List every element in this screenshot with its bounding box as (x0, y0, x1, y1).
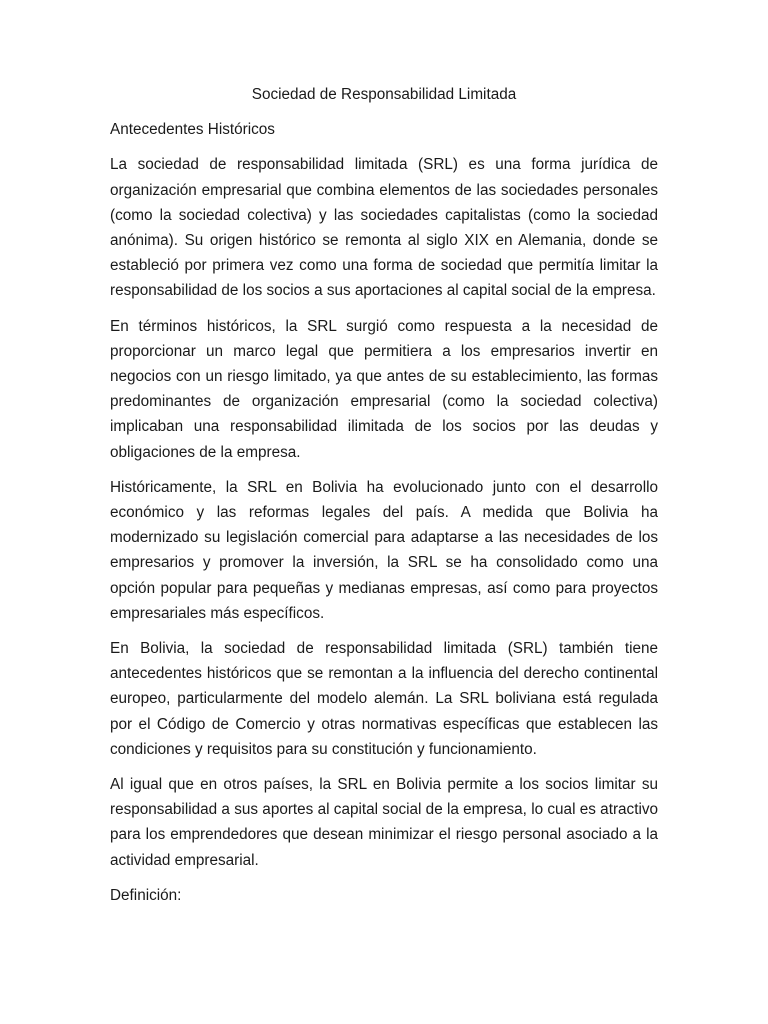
paragraph-3: Históricamente, la SRL en Bolivia ha evolucionado junto con el desarrollo económico y las reformas legales del país. A medida que Bolivia ha modernizado su legislación comercial para adaptarse a las necesidades de los empresarios y promover la inversión, la SRL se ha consolidado como una opción popular para pequeñas y medianas empresas, así como para proyectos empresariales más específicos. (110, 478, 658, 622)
paragraph-4: En Bolivia, la sociedad de responsabilidad limitada (SRL) también tiene antecedentes históricos que se remontan a la influencia del derecho continental europeo, particularmente del modelo alemán. La SRL boliviana está regulada por el Código de Comercio y otras normativas específicas que establecen las condiciones y requisitos para su constitución y funcionamiento. (110, 640, 658, 758)
paragraph-5: Al igual que en otros países, la SRL en Bolivia permite a los socios limitar su responsabilidad a sus aportes al capital social de la empresa, lo cual es atractivo para los emprendedores que desean minimizar el riesgo personal asociado a la actividad empresarial. (110, 776, 658, 869)
section-heading-antecedentes: Antecedentes Históricos (110, 121, 275, 139)
section-heading-definicion: Definición: (110, 886, 182, 904)
document-title: Sociedad de Responsabilidad Limitada (251, 86, 517, 103)
paragraph-2: En términos históricos, la SRL surgió como respuesta a la necesidad de proporcionar un marco legal que permitiera a los empresarios invertir en negocios con un riesgo limitado, ya que antes de su establecimiento, las formas predominantes de organización empresarial (como la sociedad colectiva) implicaban una responsabilidad ilimitada de los socios por las deudas y obligaciones de la empresa. (110, 317, 658, 461)
paragraph-1: La sociedad de responsabilidad limitada (SRL) es una forma jurídica de organización empresarial que combina elementos de las sociedades personales (como la sociedad colectiva) y las sociedades capitalistas (como la sociedad anónima). Su origen histórico se remonta al siglo XIX en Alemania, donde se estableció por primera vez como una forma de sociedad que permitía limitar la responsabilidad de los socios a sus aportaciones al capital social de la empresa. (110, 156, 658, 300)
document-body (110, 82, 658, 918)
